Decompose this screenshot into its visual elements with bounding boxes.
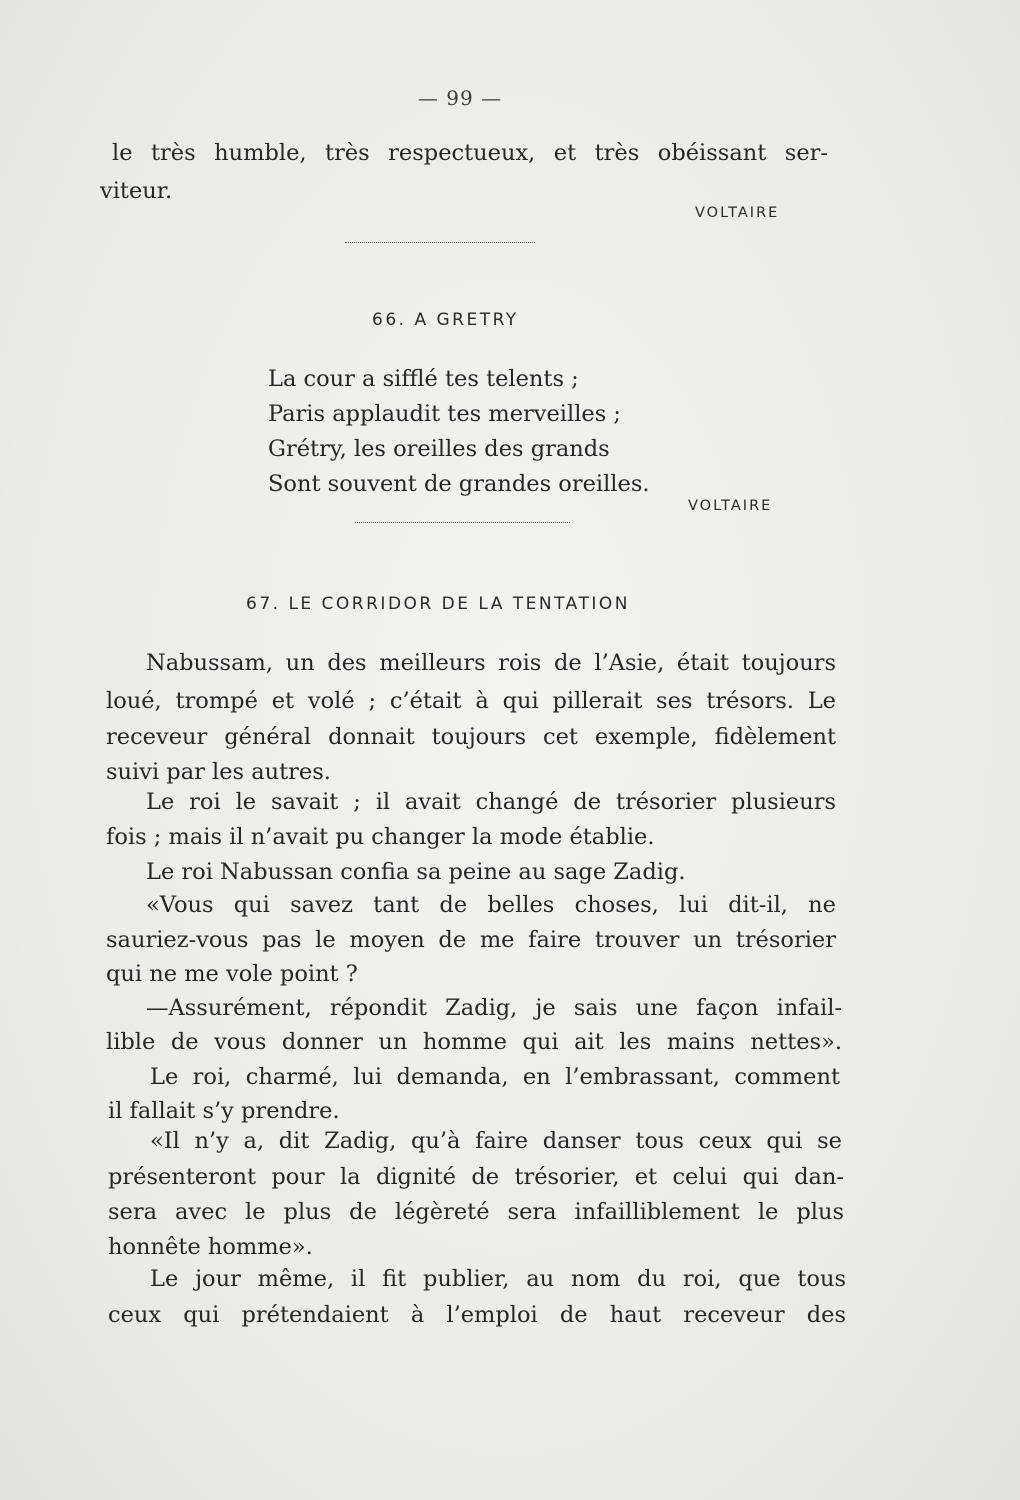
body-line: «Vous qui savez tant de belles choses, lui dit-il, ne [146, 892, 836, 918]
section-66-signature: VOLTAIRE [688, 498, 773, 514]
body-line: qui ne me vole point ? [106, 961, 358, 987]
body-line: loué, trompé et volé ; c’était à qui pillerait ses trésors. Le [106, 688, 836, 714]
body-line: receveur général donnait toujours cet exemple, fidèlement [106, 724, 836, 750]
section-66-title: 66. A GRETRY [372, 310, 519, 330]
body-line: «Il n’y a, dit Zadig, qu’à faire danser tous ceux qui se [150, 1128, 842, 1154]
body-line: présenteront pour la dignité de trésorier, et celui qui dan- [108, 1164, 844, 1190]
letter-close-line-1: le très humble, très respectueux, et très obéissant ser- [112, 140, 828, 166]
poem-verse: Sont souvent de grandes oreilles. [268, 471, 650, 497]
body-line: Nabussam, un des meilleurs rois de l’Asie, était toujours [146, 650, 836, 676]
body-line: suivi par les autres. [106, 759, 331, 785]
body-line: ceux qui prétendaient à l’emploi de haut receveur des [108, 1302, 846, 1328]
section-divider [355, 522, 570, 523]
body-line: lible de vous donner un homme qui ait les mains nettes». [106, 1029, 842, 1055]
body-line: honnête homme». [108, 1234, 313, 1260]
poem-verse: Paris applaudit tes merveilles ; [268, 401, 621, 427]
letter-close-line-2: viteur. [100, 178, 173, 204]
poem-verse: Grétry, les oreilles des grands [268, 436, 610, 462]
letter-close-signature: VOLTAIRE [695, 205, 780, 221]
body-line: sera avec le plus de légèreté sera infailliblement le plus [108, 1199, 844, 1225]
body-line: Le roi, charmé, lui demanda, en l’embrassant, comment [150, 1064, 840, 1090]
section-divider [345, 242, 535, 243]
body-line: —Assurément, répondit Zadig, je sais une façon infail- [146, 995, 842, 1021]
page-number: — 99 — [417, 86, 503, 110]
body-line: Le roi le savait ; il avait changé de trésorier plusieurs [146, 789, 836, 815]
body-line: Le jour même, il fit publier, au nom du roi, que tous [150, 1266, 846, 1292]
section-67-title: 67. LE CORRIDOR DE LA TENTATION [246, 594, 630, 614]
body-line: sauriez-vous pas le moyen de me faire trouver un trésorier [106, 927, 836, 953]
body-line: Le roi Nabussan confia sa peine au sage Zadig. [146, 859, 686, 885]
poem-verse: La cour a sifflé tes telents ; [268, 366, 579, 392]
body-line: il fallait s’y prendre. [108, 1098, 340, 1124]
body-line: fois ; mais il n’avait pu changer la mode établie. [106, 824, 655, 850]
